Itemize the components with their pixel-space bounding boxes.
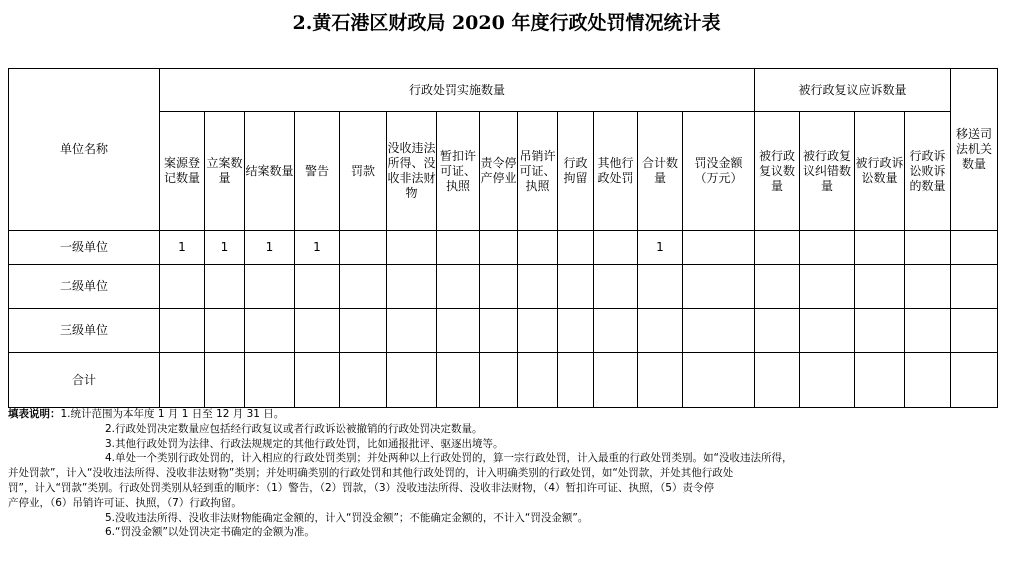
total-row-label: 合计 [9, 353, 160, 408]
table-cell [518, 353, 558, 408]
col-header: 暂扣许可证、执照 [437, 112, 480, 231]
table-cell [480, 231, 518, 265]
table-cell [683, 309, 755, 353]
review-group-header: 被行政复议应诉数量 [755, 69, 951, 112]
table-cell [295, 265, 340, 309]
table-cell [205, 265, 245, 309]
note-line: 5.没收违法所得、没收非法财物能确定金额的，计入“罚没金额”；不能确定金额的，不计入“罚没金额”。 [105, 511, 589, 524]
unit-name-header: 单位名称 [9, 69, 160, 231]
col-header: 其他行政处罚 [594, 112, 638, 231]
table-cell [558, 231, 594, 265]
table-cell [638, 265, 683, 309]
col-header: 罚没金额（万元） [683, 112, 755, 231]
table-cell [800, 265, 855, 309]
table-cell [558, 353, 594, 408]
note-line: 罚”，计入“罚款”类别。行政处罚类别从轻到重的顺序：（1）警告，（2）罚款，（3）没收违法所得、没收非法财物，（4）暂扣许可证、执照，（5）责令停 [8, 481, 714, 494]
table-cell [437, 265, 480, 309]
table-cell [951, 265, 998, 309]
table-cell [387, 265, 437, 309]
table-cell [245, 353, 295, 408]
page-title: 2.黄石港区财政局 2020 年度行政处罚情况统计表 [292, 12, 721, 34]
table-cell [800, 231, 855, 265]
table-cell [855, 265, 905, 309]
table-cell [518, 265, 558, 309]
table-cell [594, 265, 638, 309]
col-header: 警告 [295, 112, 340, 231]
table-cell [437, 353, 480, 408]
table-cell [340, 309, 387, 353]
table-cell [245, 309, 295, 353]
table-cell [387, 353, 437, 408]
col-header: 合计数量 [638, 112, 683, 231]
table-cell [594, 231, 638, 265]
table-cell [295, 353, 340, 408]
table-cell [855, 231, 905, 265]
table-cell [683, 265, 755, 309]
table-cell [755, 231, 800, 265]
table-cell [683, 353, 755, 408]
col-header: 立案数量 [205, 112, 245, 231]
table-cell [800, 309, 855, 353]
col-header: 被行政复议数量 [755, 112, 800, 231]
col-header: 没收违法所得、没收非法财物 [387, 112, 437, 231]
table-cell: 1 [638, 231, 683, 265]
table-cell [951, 309, 998, 353]
col-header: 被行政诉讼数量 [855, 112, 905, 231]
note-line: 1.统计范围为本年度 1 月 1 日至 12 月 31 日。 [60, 408, 285, 420]
table-cell [951, 353, 998, 408]
table-cell [638, 353, 683, 408]
notes-label: 填表说明： [8, 408, 61, 420]
table-cell [245, 265, 295, 309]
table-cell [905, 309, 951, 353]
table-cell [755, 353, 800, 408]
table-cell [437, 231, 480, 265]
col-header: 结案数量 [245, 112, 295, 231]
col-header: 罚款 [340, 112, 387, 231]
table-cell [855, 353, 905, 408]
table-cell [480, 353, 518, 408]
table-cell [480, 265, 518, 309]
table-cell [638, 309, 683, 353]
table-cell [905, 231, 951, 265]
table-cell [755, 309, 800, 353]
table-cell [558, 265, 594, 309]
table-cell [855, 309, 905, 353]
table-cell [518, 309, 558, 353]
table-cell [295, 309, 340, 353]
note-line: 4.单处一个类别行政处罚的，计入相应的行政处罚类别；并处两种以上行政处罚的，算一宗行政处罚，计入最重的行政处罚类别。如“没收违法所得， [105, 452, 793, 465]
col-header: 吊销许可证、执照 [518, 112, 558, 231]
table-cell [800, 353, 855, 408]
fill-instructions [8, 407, 1008, 540]
note-line: 6.“罚没金额”以处罚决定书确定的金额为准。 [105, 526, 315, 539]
table-cell [340, 353, 387, 408]
transfer-judicial-header: 移送司法机关数量 [951, 69, 998, 231]
table-cell [160, 353, 205, 408]
table-cell [905, 353, 951, 408]
table-cell [951, 231, 998, 265]
table-cell [205, 353, 245, 408]
col-header: 行政拘留 [558, 112, 594, 231]
row-label: 三级单位 [9, 309, 160, 353]
col-header: 被行政复议纠错数量 [800, 112, 855, 231]
note-line: 2.行政处罚决定数量应包括经行政复议或者行政诉讼被撤销的行政处罚决定数量。 [105, 422, 483, 435]
table-cell [755, 265, 800, 309]
table-cell [437, 309, 480, 353]
table-cell [594, 309, 638, 353]
table-cell [905, 265, 951, 309]
table-cell [387, 231, 437, 265]
col-header: 案源登记数量 [160, 112, 205, 231]
col-header: 责令停产停业 [480, 112, 518, 231]
implementation-group-header: 行政处罚实施数量 [160, 69, 755, 112]
table-cell: 1 [205, 231, 245, 265]
table-cell [558, 309, 594, 353]
note-line: 3.其他行政处罚为法律、行政法规规定的其他行政处罚，比如通报批评、驱逐出境等。 [105, 437, 504, 450]
row-label: 二级单位 [9, 265, 160, 309]
table-cell: 1 [245, 231, 295, 265]
table-cell [160, 265, 205, 309]
note-line: 产停业，（6）吊销许可证、执照，（7）行政拘留。 [8, 496, 242, 509]
table-cell [518, 231, 558, 265]
table-cell [205, 309, 245, 353]
table-cell [480, 309, 518, 353]
note-line: 并处罚款”，计入“没收违法所得、没收非法财物”类别；并处明确类别的行政处罚和其他行政处罚的，计入明确类别的行政处罚，如“处罚款，并处其他行政处 [8, 467, 734, 480]
statistics-table [8, 68, 998, 408]
table-cell [340, 231, 387, 265]
table-cell [160, 309, 205, 353]
row-label: 一级单位 [9, 231, 160, 265]
col-header: 行政诉讼败诉的数量 [905, 112, 951, 231]
table-cell: 1 [295, 231, 340, 265]
table-cell [340, 265, 387, 309]
table-cell [594, 353, 638, 408]
table-cell: 1 [160, 231, 205, 265]
table-cell [683, 231, 755, 265]
table-cell [387, 309, 437, 353]
